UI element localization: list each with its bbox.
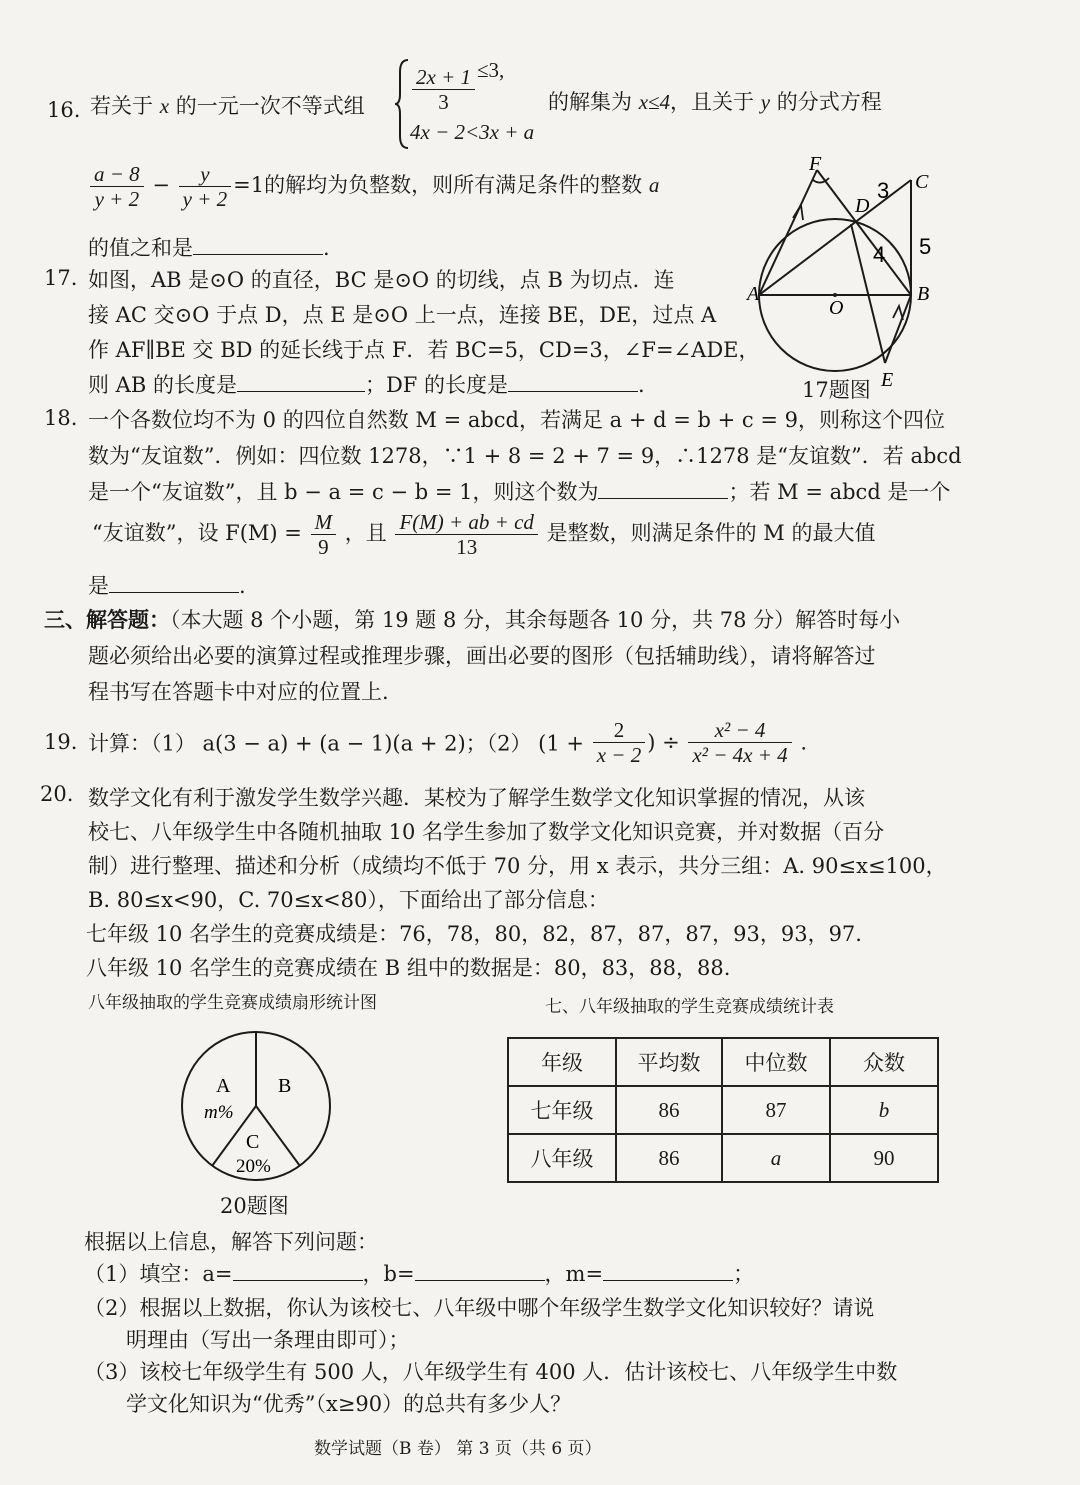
page-footer: 数学试题（B 卷） 第 3 页（共 6 页）: [314, 1439, 602, 1459]
q19-f2-num: x² − 4: [688, 718, 791, 743]
q16-lead: 若关于: [90, 94, 153, 118]
table-header-row: [508, 1038, 938, 1086]
label-d: D: [855, 195, 870, 217]
q19-part1: 计算：（1） a(3 − a) + (a − 1)(a + 2)；（2） (1 +: [88, 731, 585, 756]
q20-sub1-label: （1）: [84, 1262, 140, 1286]
q20-line2: 校七、八年级学生中各随机抽取 10 名学生参加了数学文化知识竞赛，并对数据（百分: [88, 820, 885, 844]
section3-heading: 三、解答题：: [44, 607, 170, 632]
q20-sub1-m: ，m=: [544, 1262, 604, 1286]
section3-line1-text: （本大题 8 个小题，第 19 题 8 分，其余每题各 10 分，共 78 分）解答时每小: [170, 608, 901, 632]
q18-fm-num: M: [311, 510, 337, 535]
section3-line3: 程书写在答题卡中对应的位置上.: [88, 680, 389, 704]
q18-line3: [88, 476, 950, 506]
q16-rhs: =1的解均为负整数，则所有满足条件的整数: [233, 173, 643, 198]
q19-mid: ) ÷: [647, 730, 680, 755]
q18-line5-end: .: [239, 574, 246, 598]
q20-sub1-b: ，b=: [362, 1262, 415, 1286]
q20-sub1-end: ；: [733, 1262, 755, 1286]
q16-after3: 的分式方程: [776, 90, 882, 114]
table-row: [508, 1134, 938, 1182]
pie-label-20: 20%: [236, 1156, 271, 1177]
table-cell: 86: [616, 1086, 722, 1134]
q16-line1: [90, 90, 365, 120]
q17-line2: 接 AC 交⊙O 于点 D，点 E 是⊙O 上一点，连接 BE，DE，过点 A: [88, 303, 717, 327]
q18-line2: 数为“友谊数”．例如：四位数 1278，∵1 + 8 = 2 + 7 = 9，∴1278 是“友谊数”．若 abcd: [88, 444, 962, 468]
q16-var-y: y: [760, 90, 771, 114]
q20-sub3-line2: 学文化知识为“优秀”（x≥90）的总共有多少人？: [126, 1392, 572, 1416]
q16-ineq1-num: 2x + 1: [412, 65, 475, 90]
q16-line3-text: 的值之和是: [88, 236, 193, 260]
label-o: O: [829, 297, 844, 319]
figure-20-caption: 20题图: [220, 1194, 289, 1218]
q16-solution: x≤4: [638, 90, 671, 114]
q16-brace-icon: [394, 58, 410, 150]
table-cell: 86: [616, 1134, 722, 1182]
q16-ineq2: 4x − 2<3x + a: [410, 120, 535, 144]
parallel-arrow-icon-2: [893, 306, 903, 320]
q18-line4: [92, 510, 875, 559]
q20-sub3-label: （3）: [84, 1360, 140, 1384]
q20-sub2-line1: [84, 1292, 874, 1322]
q16-var-x: x: [159, 94, 170, 118]
q18-frac2-num: F(M) + ab + cd: [395, 510, 537, 535]
table-header-cell: 年级: [508, 1038, 616, 1086]
pie-label-m: m%: [204, 1102, 234, 1123]
q18-line4b: ，且: [344, 521, 387, 546]
q17-line4: [88, 369, 645, 399]
q20-sub1: [84, 1258, 754, 1288]
pie-label-a: A: [216, 1075, 231, 1097]
q19-f1-num: 2: [593, 718, 646, 743]
q16-ineq1-rel: ≤3,: [477, 58, 505, 82]
q19-end: .: [800, 730, 808, 755]
table-cell: a: [722, 1134, 830, 1182]
table-header-cell: 平均数: [616, 1038, 722, 1086]
q20-line4: B. 80≤x<90，C. 70≤x<80），下面给出了部分信息：: [88, 888, 609, 912]
handwritten-3: 3: [877, 178, 890, 203]
q16-line1-right: [548, 86, 882, 116]
q16-line3: [88, 232, 330, 262]
stats-table: [507, 1037, 939, 1183]
q16-frac1-den: y + 2: [94, 187, 140, 212]
q17-number: 17.: [44, 266, 78, 290]
q17-line3: 作 AF∥BE 交 BD 的延长线于点 F．若 BC=5，CD=3，∠F=∠ADE，: [88, 338, 760, 362]
table-cell: 八年级: [508, 1134, 616, 1182]
q20-line1: 数学文化有利于激发学生数学兴趣．某校为了解学生数学文化知识掌握的情况，从该: [88, 786, 865, 810]
stats-table-title: 七、八年级抽取的学生竞赛成绩统计表: [545, 997, 834, 1017]
figure-17: [745, 150, 945, 400]
q18-line5: [88, 570, 246, 600]
pie-chart: [178, 1028, 334, 1184]
q20-a-blank[interactable]: [233, 1280, 363, 1281]
label-f: F: [809, 153, 822, 175]
section3-line1: [44, 604, 900, 634]
q20-b-blank[interactable]: [415, 1280, 545, 1281]
q18-line4c: 是整数，则满足条件的 M 的最大值: [546, 521, 876, 546]
handwritten-4: 4: [873, 242, 886, 267]
q18-line3a: 是一个“友谊数”，且 b − a = c − b = 1，则这个数为: [88, 480, 599, 504]
q18-number: 18.: [44, 406, 78, 430]
q16-frac2-num: y: [179, 162, 232, 187]
q20-m-blank[interactable]: [603, 1280, 733, 1281]
line-be: [885, 295, 911, 363]
line-af: [759, 170, 817, 295]
pie-label-b: B: [278, 1075, 292, 1097]
section3-line2: 题必须给出必要的演算过程或推理步骤，画出必要的图形（包括辅助线），请将解答过: [88, 644, 876, 668]
q17-ab-blank[interactable]: [237, 391, 365, 392]
q16-var-a: a: [648, 173, 660, 198]
q19-f1-den: x − 2: [596, 743, 642, 768]
q20-line5: 七年级 10 名学生的竞赛成绩是：76，78，80，82，87，87，87，93，93，97.: [86, 922, 862, 946]
q20-sub3-line1: [84, 1356, 897, 1386]
q16-number: 16.: [47, 98, 81, 122]
q16-mid: 的一元一次不等式组: [175, 94, 365, 118]
label-e: E: [881, 369, 894, 391]
q16-after2: ，且关于: [670, 90, 755, 114]
table-cell: 87: [722, 1086, 830, 1134]
q20-sub2-label: （2）: [84, 1296, 140, 1320]
q16-answer-blank[interactable]: [193, 254, 323, 255]
q16-line2: [88, 162, 659, 211]
q16-period: .: [323, 236, 330, 260]
q17-line1: 如图，AB 是⊙O 的直径，BC 是⊙O 的切线，点 B 为切点．连: [88, 268, 675, 292]
q16-frac1-num: a − 8: [90, 162, 144, 187]
q18-frac2-den: 13: [456, 535, 478, 560]
q17-line4c: .: [638, 373, 645, 397]
q17-line4b: ；DF 的长度是: [364, 373, 509, 397]
q20-sub2-line2: 明理由（写出一条理由即可）；: [126, 1328, 410, 1352]
q18-fm-den: 9: [318, 535, 329, 560]
figure-17-caption: 17题图: [802, 378, 871, 402]
table-header-cell: 众数: [830, 1038, 938, 1086]
q18-line5-text: 是: [88, 574, 109, 598]
q20-sub3-text: 该校七年级学生有 500 人，八年级学生有 400 人．估计该校七、八年级学生中数: [139, 1360, 898, 1384]
table-header-cell: 中位数: [722, 1038, 830, 1086]
q17-df-blank[interactable]: [508, 391, 638, 392]
label-c: C: [915, 171, 929, 193]
q16-ineq1: [410, 58, 504, 114]
table-cell: 七年级: [508, 1086, 616, 1134]
q18-line1: 一个各数位均不为 0 的四位自然数 M = abcd，若满足 a + d = b + c = 9，则称这个四位: [88, 408, 945, 432]
q18-number-blank[interactable]: [598, 498, 728, 499]
label-a: A: [747, 283, 760, 305]
q20-sub2-text: 根据以上数据，你认为该校七、八年级中哪个年级学生数学文化知识较好？请说: [139, 1296, 875, 1320]
q20-number: 20.: [40, 782, 74, 806]
q18-max-blank[interactable]: [109, 592, 239, 593]
q20-line6: 八年级 10 名学生的竞赛成绩在 B 组中的数据是：80，83，88，88.: [86, 956, 731, 980]
q16-ineq1-den: 3: [438, 90, 449, 114]
q20-sub1-text: 填空：a=: [139, 1262, 233, 1286]
table-row: [508, 1086, 938, 1134]
q20-line3: 制）进行整理、描述和分析（成绩均不低于 70 分，用 x 表示，共分三组：A. 90≤x≤100，: [88, 854, 947, 878]
q18-line4a: “友谊数”，设 F(M) =: [92, 521, 302, 546]
table-cell: 90: [830, 1134, 938, 1182]
q16-minus: −: [152, 173, 170, 198]
q18-line3b: ；若 M = abcd 是一个: [728, 480, 951, 504]
q19-number: 19.: [44, 730, 78, 754]
pie-chart-title: 八年级抽取的学生竞赛成绩扇形统计图: [88, 993, 377, 1013]
table-cell: b: [830, 1086, 938, 1134]
q16-after: 的解集为: [548, 90, 632, 114]
q19-line: [88, 718, 807, 767]
q16-frac2-den: y + 2: [182, 187, 228, 212]
pie-label-c: C: [246, 1131, 260, 1153]
label-b: B: [917, 283, 930, 305]
handwritten-5: 5: [919, 234, 932, 259]
q19-f2-den: x² − 4x + 4: [692, 743, 788, 768]
q17-line4a: 则 AB 的长度是: [88, 373, 237, 397]
q20-ask: 根据以上信息，解答下列问题：: [84, 1230, 378, 1254]
